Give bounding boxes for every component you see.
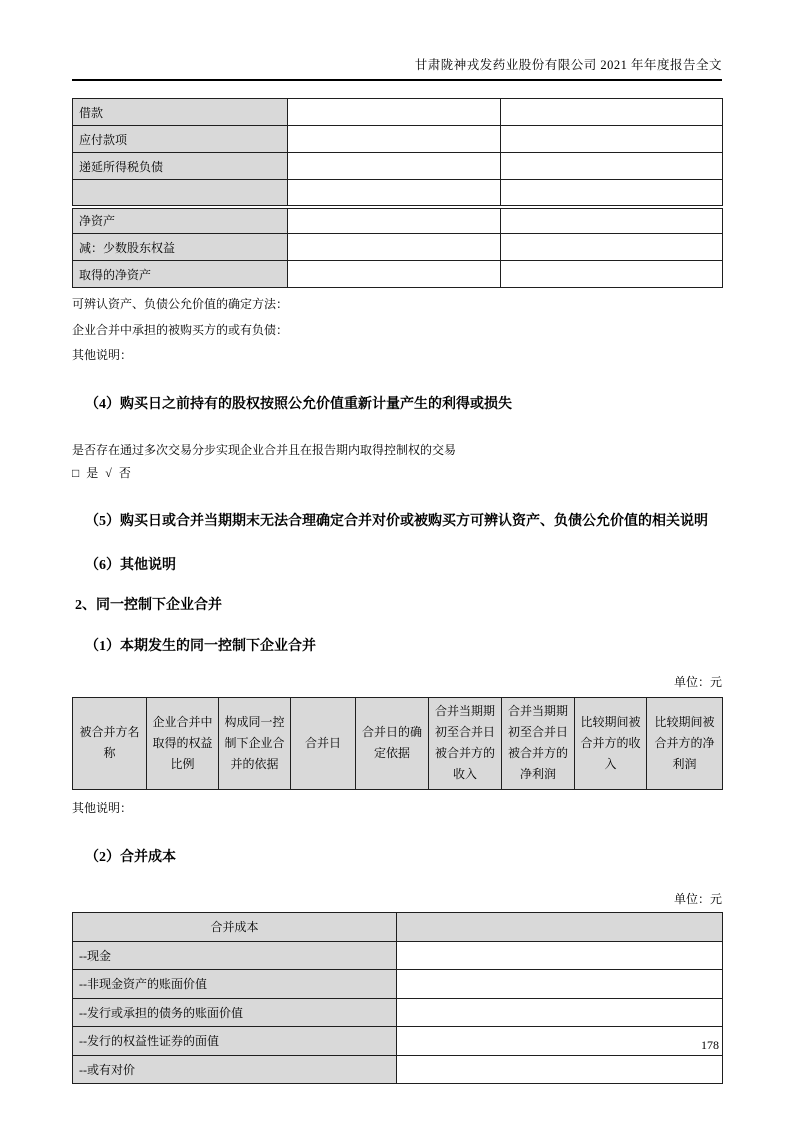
checkbox-unchecked-icon: □ xyxy=(72,465,80,480)
note-fair-value-method: 可辨认资产、负债公允价值的确定方法： xyxy=(72,297,289,311)
unit-label: 单位：元 xyxy=(673,674,722,689)
table-row xyxy=(73,180,723,207)
col-header-merger-date: 合并日 xyxy=(291,697,356,789)
row-label-payables: 应付款项 xyxy=(73,126,288,153)
row-label-minority-interest: 减：少数股东权益 xyxy=(73,234,288,261)
value-cell xyxy=(501,126,723,153)
col-header-comparative-income: 比较期间被合并方的收入 xyxy=(575,697,647,789)
page-number: 178 xyxy=(701,1038,719,1052)
notes-block xyxy=(72,292,722,369)
same-control-combination-table xyxy=(72,697,723,790)
value-cell xyxy=(501,261,723,288)
value-cell xyxy=(288,180,501,207)
document-title: 甘肃陇神戎发药业股份有限公司 2021 年年度报告全文 xyxy=(414,58,722,72)
multi-step-transaction-question: 是否存在通过多次交易分步实现企业合并且在报告期内取得控制权的交易 xyxy=(72,442,457,457)
section-2-heading: 2、同一控制下企业合并 xyxy=(75,597,222,613)
table-row xyxy=(73,998,723,1027)
row-label-net-assets-acquired: 取得的净资产 xyxy=(73,261,288,288)
value-cell xyxy=(501,207,723,234)
col-header-comparative-net-profit: 比较期间被合并方的净利润 xyxy=(647,697,723,789)
col-header-merger-date-basis: 合并日的确定依据 xyxy=(356,697,429,789)
value-cell xyxy=(288,207,501,234)
section-5-heading: （5）购买日或合并当期期末无法合理确定合并对价或被购买方可辨认资产、负债公允价值的相关说明 xyxy=(85,513,708,529)
table-row xyxy=(73,126,723,153)
table-row xyxy=(73,1055,723,1084)
note-contingent-liabilities: 企业合并中承担的被购买方的或有负债： xyxy=(72,322,289,337)
section-2-1-heading: （1）本期发生的同一控制下企业合并 xyxy=(85,638,316,654)
header-row xyxy=(73,697,723,789)
value-cell xyxy=(288,234,501,261)
unit-label-2: 单位：元 xyxy=(673,892,722,906)
row-label-cash: --现金 xyxy=(73,941,397,970)
header-row xyxy=(73,913,723,942)
table-row xyxy=(73,941,723,970)
document-header xyxy=(72,0,722,81)
yes-label: 是 xyxy=(86,465,99,480)
row-label-equity-securities-face-value: --发行的权益性证券的面值 xyxy=(73,1027,397,1056)
table-row xyxy=(73,1027,723,1056)
check-mark-icon: √ xyxy=(105,465,112,480)
value-cell xyxy=(397,941,723,970)
value-cell xyxy=(397,1027,723,1056)
col-header-merge-cost: 合并成本 xyxy=(73,913,397,942)
col-header-acquiree-name: 被合并方名称 xyxy=(73,697,147,789)
col-header-income-to-merger-date: 合并当期期初至合并日被合并方的收入 xyxy=(429,697,502,789)
value-cell xyxy=(288,261,501,288)
value-cell xyxy=(288,99,501,126)
row-label-empty xyxy=(73,180,288,207)
value-cell xyxy=(501,234,723,261)
value-cell xyxy=(288,126,501,153)
row-label-borrowings: 借款 xyxy=(73,99,288,126)
row-label-net-assets: 净资产 xyxy=(73,207,288,234)
yes-no-answer-line xyxy=(72,462,722,485)
value-cell xyxy=(397,998,723,1027)
value-cell xyxy=(288,153,501,180)
col-header-value xyxy=(397,913,723,942)
row-label-contingent-consideration: --或有对价 xyxy=(73,1055,397,1084)
table-row xyxy=(73,207,723,234)
section-6-heading: （6）其他说明 xyxy=(85,557,176,573)
value-cell xyxy=(501,180,723,207)
value-cell xyxy=(501,99,723,126)
section-2-2-heading: （2）合并成本 xyxy=(85,850,176,865)
row-label-deferred-tax-liabilities: 递延所得税负债 xyxy=(73,153,288,180)
acquiree-net-assets-table xyxy=(72,98,723,288)
note-other-2: 其他说明： xyxy=(72,800,133,815)
section-4-heading: （4）购买日之前持有的股权按照公允价值重新计量产生的利得或损失 xyxy=(85,396,512,412)
table-row xyxy=(73,153,723,180)
row-label-noncash-book-value: --非现金资产的账面价值 xyxy=(73,970,397,999)
row-label-debt-book-value: --发行或承担的债务的账面价值 xyxy=(73,998,397,1027)
no-label: 否 xyxy=(118,465,131,480)
col-header-equity-ratio: 企业合并中取得的权益比例 xyxy=(147,697,219,789)
note-other: 其他说明： xyxy=(72,348,133,362)
value-cell xyxy=(397,1055,723,1084)
merge-cost-table xyxy=(72,912,723,1084)
col-header-same-control-basis: 构成同一控制下企业合并的依据 xyxy=(219,697,291,789)
table-row xyxy=(73,234,723,261)
value-cell xyxy=(397,970,723,999)
col-header-net-profit-to-merger-date: 合并当期期初至合并日被合并方的净利润 xyxy=(502,697,575,789)
table-row xyxy=(73,970,723,999)
table-row xyxy=(73,261,723,288)
value-cell xyxy=(501,153,723,180)
table-row xyxy=(73,99,723,126)
